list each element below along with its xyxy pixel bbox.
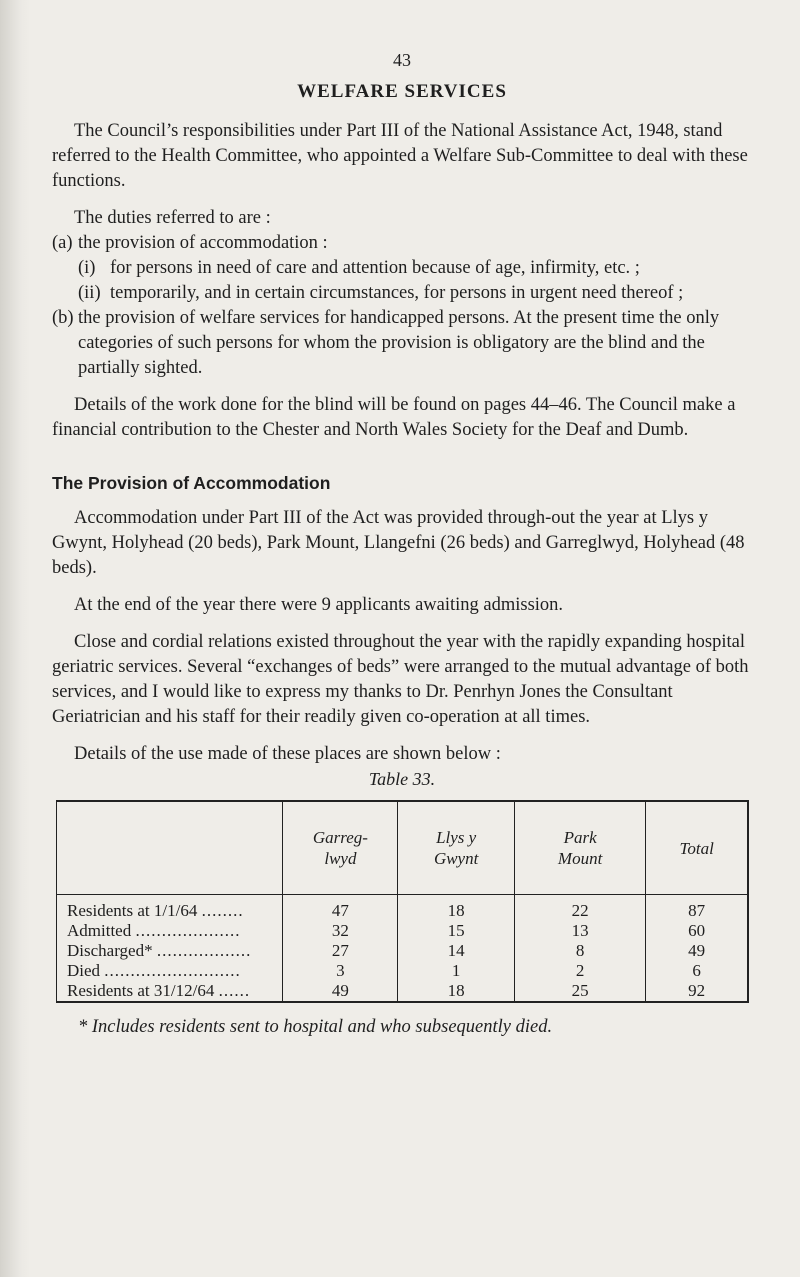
table-row [57, 981, 749, 1002]
duty-text: temporarily, and in certain circumstances, for persons in urgent need thereof ; [110, 283, 684, 303]
cell-llys-y-gwynt: 18 [398, 981, 515, 1002]
table-row [57, 895, 749, 922]
accommodation-table [56, 800, 749, 1003]
table-title: Table 33. [368, 769, 436, 789]
row-label [57, 981, 283, 1002]
cell-garreglwyd: 47 [283, 895, 398, 922]
duty-label: (b) [52, 308, 74, 328]
row-label [57, 941, 283, 961]
row-label-text: Residents at 31/12/64 [67, 981, 215, 1000]
cell-total: 87 [646, 895, 748, 922]
cell-park-mount: 25 [514, 981, 645, 1002]
table-header-blank [57, 801, 283, 895]
table-row [57, 961, 749, 981]
table-header-park-mount: Park Mount [514, 801, 645, 895]
cell-total: 49 [646, 941, 748, 961]
duty-text: for persons in need of care and attention because of age, infirmity, etc. ; [110, 258, 640, 278]
cell-garreglwyd: 49 [283, 981, 398, 1002]
leader-dots: .................. [156, 941, 252, 960]
table-header-total: Total [646, 801, 748, 895]
duty-text: the provision of welfare services for handicapped persons. At the present time the only categories of such persons for whom the provision is obligatory are the blind and the partially sighted. [78, 308, 720, 378]
cell-park-mount: 22 [514, 895, 645, 922]
duties-intro: The duties referred to are : [74, 208, 271, 228]
document-page [52, 50, 752, 1038]
row-label-text: Died [67, 961, 101, 980]
duty-label: (ii) [78, 283, 101, 303]
cell-garreglwyd: 27 [283, 941, 398, 961]
duty-label: (a) [52, 233, 73, 253]
page-edge-shadow [0, 0, 30, 1277]
cell-park-mount: 8 [514, 941, 645, 961]
details-paragraph: Details of the work done for the blind will be found on pages 44–46. The Council make a financial contribution to the Chester and North Wales Society for the Deaf and Dumb. [52, 395, 736, 440]
duties-list [52, 231, 752, 381]
accommodation-paragraph: Accommodation under Part III of the Act was provided through-out the year at Llys y Gwynt, Holyhead (20 beds), Park Mount, Llangefni (26 beds) and Garreglwyd, Holyhead (48 beds). [52, 508, 745, 578]
section-heading: The Provision of Accommodation [52, 473, 331, 493]
table-row [57, 941, 749, 961]
cell-garreglwyd: 32 [283, 921, 398, 941]
duty-item-ii [52, 281, 752, 306]
duty-item-a [52, 231, 752, 256]
leader-dots: ...... [218, 981, 251, 1000]
table-header-garreglwyd: Garreg- lwyd [283, 801, 398, 895]
leader-dots: ........ [201, 901, 244, 920]
cell-total: 6 [646, 961, 748, 981]
use-paragraph: Details of the use made of these places are shown below : [74, 744, 501, 764]
duty-item-b [52, 306, 752, 381]
cell-llys-y-gwynt: 14 [398, 941, 515, 961]
table-header-row [57, 801, 749, 895]
applicants-paragraph: At the end of the year there were 9 applicants awaiting admission. [74, 595, 564, 615]
cell-garreglwyd: 3 [283, 961, 398, 981]
cell-llys-y-gwynt: 15 [398, 921, 515, 941]
table-header-llys-y-gwynt: Llys y Gwynt [398, 801, 515, 895]
cell-total: 92 [646, 981, 748, 1002]
row-label [57, 921, 283, 941]
cell-llys-y-gwynt: 1 [398, 961, 515, 981]
cell-park-mount: 13 [514, 921, 645, 941]
table-footnote: * Includes residents sent to hospital and who subsequently died. [78, 1017, 553, 1037]
row-label-text: Admitted [67, 921, 132, 940]
page-title: WELFARE SERVICES [297, 81, 507, 102]
leader-dots: .......................... [104, 961, 241, 980]
cell-total: 60 [646, 921, 748, 941]
leader-dots: .................... [135, 921, 241, 940]
duty-label: (i) [78, 258, 96, 278]
intro-paragraph: The Council’s responsibilities under Part III of the National Assistance Act, 1948, stand referred to the Health Committee, who appointed a Welfare Sub-Committee to deal with these functions. [52, 121, 748, 191]
duty-item-i [52, 256, 752, 281]
relations-paragraph: Close and cordial relations existed throughout the year with the rapidly expanding hospital geriatric services. Several “exchanges of beds” were arranged to the mutual advantage of both services, and I would like to express my thanks to Dr. Penrhyn Jones the Consultant Geriatrician and his staff for their readily given co-operation at all times. [52, 632, 749, 727]
row-label [57, 961, 283, 981]
table-row [57, 921, 749, 941]
duty-text: the provision of accommodation : [78, 233, 328, 253]
page-number: 43 [393, 50, 411, 70]
row-label-text: Residents at 1/1/64 [67, 901, 198, 920]
cell-llys-y-gwynt: 18 [398, 895, 515, 922]
row-label [57, 895, 283, 922]
cell-park-mount: 2 [514, 961, 645, 981]
row-label-text: Discharged* [67, 941, 153, 960]
